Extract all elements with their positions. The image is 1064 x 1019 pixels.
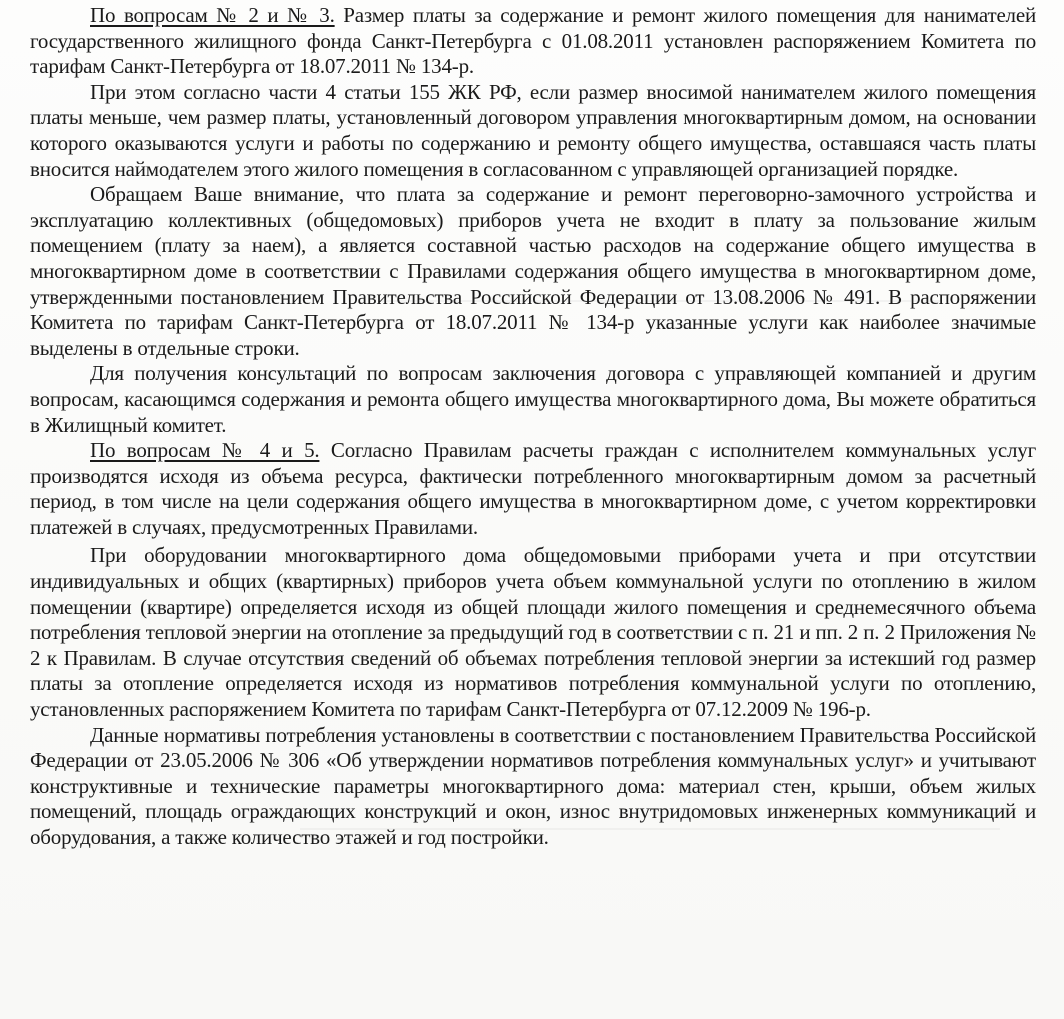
paragraph-text: При этом согласно части 4 статьи 155 ЖК РФ, если размер вносимой нанимателем жилого помещения платы меньше, чем размер платы, установленный договором управления многоквартирным домом, на основании которого оказываются услуги и работы по содержанию и ремонту общего имущества, оставшаяся часть платы вносится наймодателем этого жилого помещения в согласованном с управляющей организацией порядке. [30,79,1036,181]
paragraph-text: Для получения консультаций по вопросам заключения договора с управляющей компанией и другим вопросам, касающимся содержания и ремонта общего имущества многоквартирного дома, Вы можете обратиться в Жилищный комитет. [30,361,1036,437]
paragraph-heating-meters [30,543,1036,722]
paragraph-lead-underlined: По вопросам № 2 и № 3. [90,3,335,27]
paragraph-text: При оборудовании многоквартирного дома общедомовыми приборами учета и при отсутствии индивидуальных и общих (квартирных) приборов учета объем коммунальной услуги по отоплению в жилом помещении (квартире) определяется исходя из общей площади жилого помещения и среднемесячного объема потребления тепловой энергии на отопление за предыдущий год в соответствии с п. 21 и пп. 2 п. 2 Приложения № 2 к Правилам. В случае отсутствия сведений об объемах потребления тепловой энергии за истекший год размер платы за отопление определяется исходя из нормативов потребления коммунальной услуги по отоплению, установленных распоряжением Комитета по тарифам Санкт-Петербурга от 07.12.2009 № 196-р. [30,543,1036,722]
paragraph-consumption-norms [30,723,1036,851]
paragraph-consultation [30,361,1036,438]
paragraph-attention-note [30,182,1036,361]
paragraph-article-155 [30,80,1036,182]
paragraph-text: Размер платы за содержание и ремонт жилого помещения для нанимателей государственного жилищного фонда Санкт-Петербурга с 01.08.2011 установлен распоряжением Комитета по тарифам Санкт-Петербурга от 18.07.2011 № 134-р. [30,3,1036,79]
paragraph-lead-underlined: По вопросам № 4 и 5. [90,438,320,463]
paragraph-text: Согласно Правилам расчеты граждан с исполнителем коммунальных услуг производятся исходя из объема ресурса, фактически потребленного многоквартирным домом за расчетный период, в том числе на цели содержания общего имущества в многоквартирном доме, с учетом корректировки платежей в случаях, предусмотренных Правилами. [30,438,1036,539]
paragraph-text: Обращаем Ваше внимание, что плата за содержание и ремонт переговорно-замочного устройства и эксплуатацию коллективных (общедомовых) приборов учета не входит в плату за пользование жилым помещением (плату за наем), а является составной частью расходов на содержание общего имущества в многоквартирном доме в соответствии с Правилами содержания общего имущества в многоквартирном доме, утвержденными постановлением Правительства Российской Федерации от 13.08.2006 № 491. В распоряжении Комитета по тарифам Санкт-Петербурга от 18.07.2011 № 134-р указанные услуги как наиболее значимые выделены в отдельные строки. [30,182,1036,360]
paragraph-questions-4-5 [30,438,1036,540]
paragraph-text: Данные нормативы потребления установлены в соответствии с постановлением Правительства Российской Федерации от 23.05.2006 № 306 «Об утверждении нормативов потребления коммунальных услуг» и учитывают конструктивные и технические параметры многоквартирного дома: материал стен, крыши, объем жилых помещений, площадь ограждающих конструкций и окон, износ внутридомовых инженерных коммуникаций и оборудования, а также количество этажей и год постройки. [30,722,1036,849]
paragraph-questions-2-3 [30,3,1036,80]
